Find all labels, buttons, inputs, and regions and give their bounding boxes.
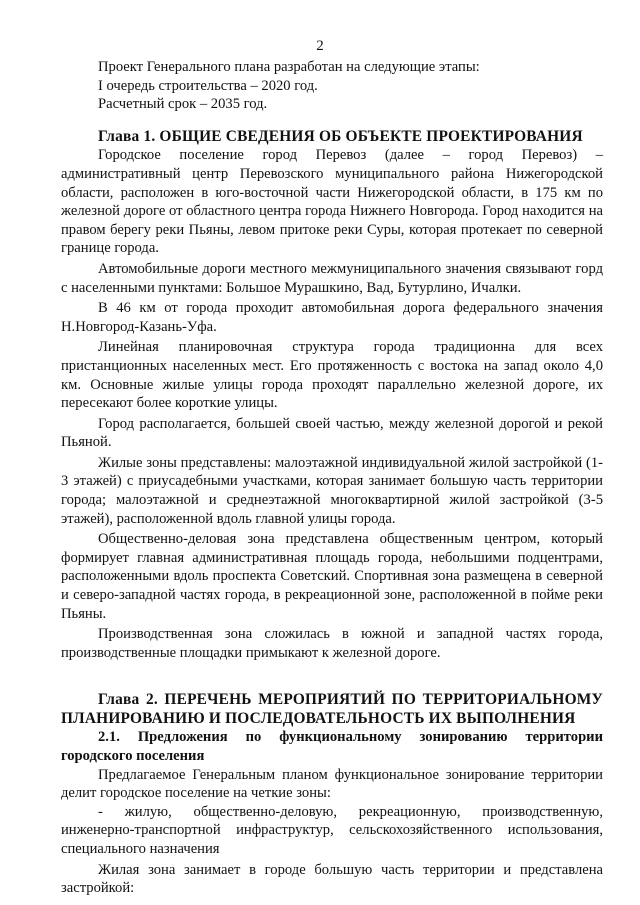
stages-intro: Проект Генерального плана разработан на следующие этапы:	[98, 59, 480, 75]
chapter1-paragraph: Производственная зона сложилась в южной и западной частях города, производственные площадки примыкают к железной дороге.	[61, 626, 603, 661]
chapter2-paragraph: Предлагаемое Генеральным планом функциональное зонирование территории делит городское поселение на четкие зоны:	[61, 766, 603, 802]
chapter1-paragraph: Линейная планировочная структура города традиционна для всех пристанционных населенных мест. Его протяженность с востока на запад около 4,0 км. Основные жилые улицы города проходят параллельно железной дороге, их пересекают более короткие улицы.	[61, 339, 603, 412]
chapter1-paragraph: Город располагается, большей своей частью, между железной дорогой и рекой Пьяной.	[61, 415, 603, 451]
chapter1-paragraph: Жилые зоны представлены: малоэтажной индивидуальной жилой застройкой (1-3 этажей) с приусадебными участками, которая занимает большую часть территории города; малоэтажной и среднеэтажной многоквартирной жилой застройкой (3-5 этажей), расположенной вдоль главной улицы города.	[61, 454, 603, 527]
document-body	[61, 58, 603, 898]
page-number: 2	[316, 38, 324, 54]
chapter1-paragraph: В 46 км от города проходит автомобильная дорога федерального значения Н.Новгород-Казань-Уфа.	[61, 300, 603, 335]
chapter2-paragraph: Жилая зона занимает в городе большую часть территории и представлена застройкой:	[61, 861, 603, 897]
stage-first: I очередь строительства – 2020 год.	[98, 77, 318, 94]
chapter1-heading: Глава 1. ОБЩИЕ СВЕДЕНИЯ ОБ ОБЪЕКТЕ ПРОЕКТИРОВАНИЯ	[98, 127, 583, 145]
section-2-1-heading: 2.1. Предложения по функциональному зонированию территории городского поселения	[61, 729, 603, 764]
stage-final: Расчетный срок – 2035 год.	[98, 96, 268, 113]
chapter1-paragraph: Городское поселение город Перевоз (далее – город Перевоз) – административный центр Перевозского муниципального района Нижегородской области, расположен в юго-восточной части Нижегородской области, в 175 км по железной дороге от областного центра города Нижнего Новгорода. Город находится на правом берегу реки Пьяны, левом притоке реки Суры, которая протекает по северной границе города.	[61, 147, 603, 257]
chapter1-paragraph: Общественно-деловая зона представлена общественным центром, который формирует главная административная площадь города, небольшими подцентрами, расположенными вдоль проспекта Советский. Спортивная зона размещена в северной и северо-западной частях города, в рекреационной зоне, расположенной в пойме реки Пьяны.	[61, 531, 603, 622]
zones-list-item: - жилую, общественно-деловую, рекреационную, производственную, инженерно-транспортной инфраструктур, сельскохозяйственного использования, специального назначения	[61, 803, 603, 857]
chapter1-paragraph: Автомобильные дороги местного межмуниципального значения связывают горд с населенными пунктами: Большое Мурашкино, Вад, Бутурлино, Ичалки.	[61, 260, 603, 296]
chapter2-heading: Глава 2. ПЕРЕЧЕНЬ МЕРОПРИЯТИЙ ПО ТЕРРИТОРИАЛЬНОМУ ПЛАНИРОВАНИЮ И ПОСЛЕДОВАТЕЛЬНОСТЬ ИХ ВЫПОЛНЕНИЯ	[61, 691, 603, 728]
